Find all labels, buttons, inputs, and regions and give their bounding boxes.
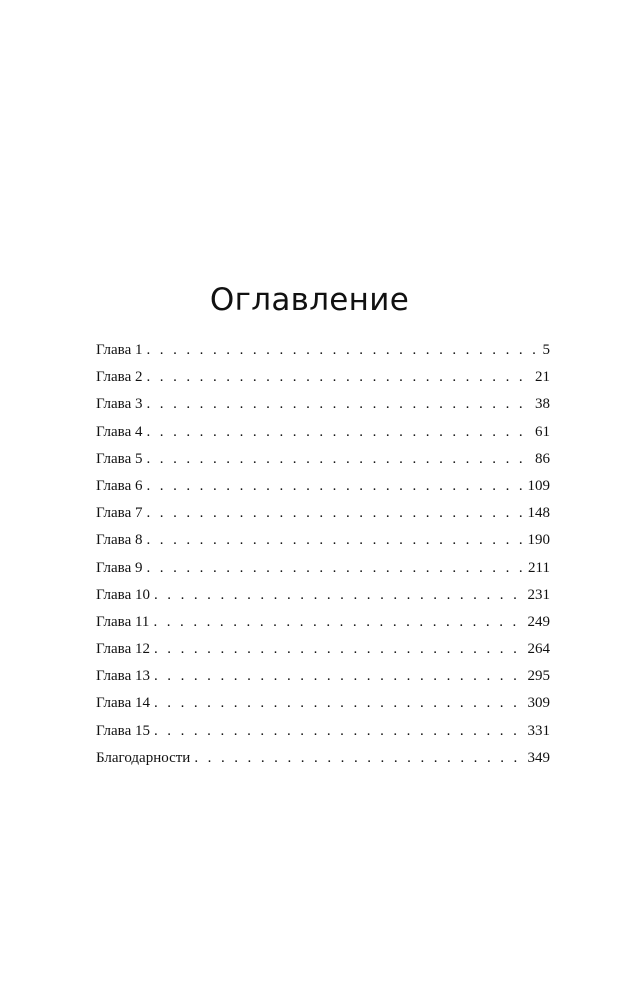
- dot-leader: [146, 337, 536, 364]
- dot-leader: [154, 663, 524, 690]
- dot-leader: [146, 473, 523, 500]
- toc-entry-page: 264: [527, 641, 550, 658]
- dot-leader: [146, 446, 531, 473]
- toc-entry-page: 190: [527, 532, 550, 549]
- toc-entry: [96, 500, 550, 527]
- toc-entry-page: 38: [535, 396, 550, 413]
- dot-leader: [154, 690, 524, 717]
- toc-entry: [96, 690, 550, 717]
- toc-entry-label: Глава 11: [96, 613, 150, 630]
- dot-leader: [154, 718, 524, 745]
- dot-leader: [194, 745, 523, 772]
- dot-leader: [153, 609, 523, 636]
- toc-entry: [96, 609, 550, 636]
- toc-entry-page: 295: [527, 668, 550, 685]
- toc-entry-label: Глава 8: [96, 532, 143, 549]
- toc-entry-label: Глава 3: [96, 396, 143, 413]
- toc-entry-page: 61: [535, 423, 550, 440]
- toc-entry-label: Глава 4: [96, 423, 143, 440]
- toc-entry-page: 249: [527, 613, 550, 630]
- toc-entry-label: Благодарности: [96, 749, 191, 766]
- toc-entry-page: 331: [527, 722, 550, 739]
- toc-entry-page: 109: [527, 477, 550, 494]
- dot-leader: [146, 391, 531, 418]
- toc-entry: [96, 555, 550, 582]
- toc-entry-label: Глава 14: [96, 695, 150, 712]
- toc-entry-label: Глава 10: [96, 586, 150, 603]
- toc-entry: [96, 473, 550, 500]
- page-title: Оглавление: [209, 282, 410, 318]
- toc-entry-page: 309: [527, 695, 550, 712]
- dot-leader: [146, 500, 523, 527]
- toc-entry-page: 211: [528, 559, 550, 576]
- toc-entry-page: 86: [535, 450, 550, 467]
- toc-entry: [96, 364, 550, 391]
- toc-entry-label: Глава 5: [96, 450, 143, 467]
- toc-entry-label: Глава 2: [96, 369, 143, 386]
- toc-entry-page: 5: [542, 342, 550, 358]
- toc-entry: [96, 527, 550, 554]
- dot-leader: [154, 636, 524, 663]
- toc-entry-label: Глава 1: [96, 342, 143, 358]
- dot-leader: [146, 419, 531, 446]
- toc-entry: [96, 745, 550, 772]
- toc-entry: [96, 663, 550, 690]
- dot-leader: [146, 527, 523, 554]
- toc-entry-label: Глава 12: [96, 641, 150, 658]
- toc-entry-label: Глава 9: [96, 559, 143, 576]
- toc-entry-label: Глава 15: [96, 722, 150, 739]
- toc-entry-page: 349: [527, 749, 550, 766]
- dot-leader: [146, 364, 531, 391]
- toc-entry: [96, 391, 550, 418]
- toc-entry: [96, 636, 550, 663]
- toc-entry-page: 148: [527, 505, 550, 522]
- toc-entry: [96, 446, 550, 473]
- toc-entry: [96, 419, 550, 446]
- dot-leader: [146, 555, 524, 582]
- toc-entry-page: 21: [535, 369, 550, 386]
- toc-entry: [96, 718, 550, 745]
- toc-entry-label: Глава 7: [96, 505, 143, 522]
- toc-entry: [96, 337, 550, 364]
- toc-entry-page: 231: [527, 586, 550, 603]
- table-of-contents: [96, 337, 550, 772]
- toc-entry-label: Глава 6: [96, 477, 143, 494]
- toc-entry: [96, 582, 550, 609]
- dot-leader: [154, 582, 524, 609]
- toc-entry-label: Глава 13: [96, 668, 150, 685]
